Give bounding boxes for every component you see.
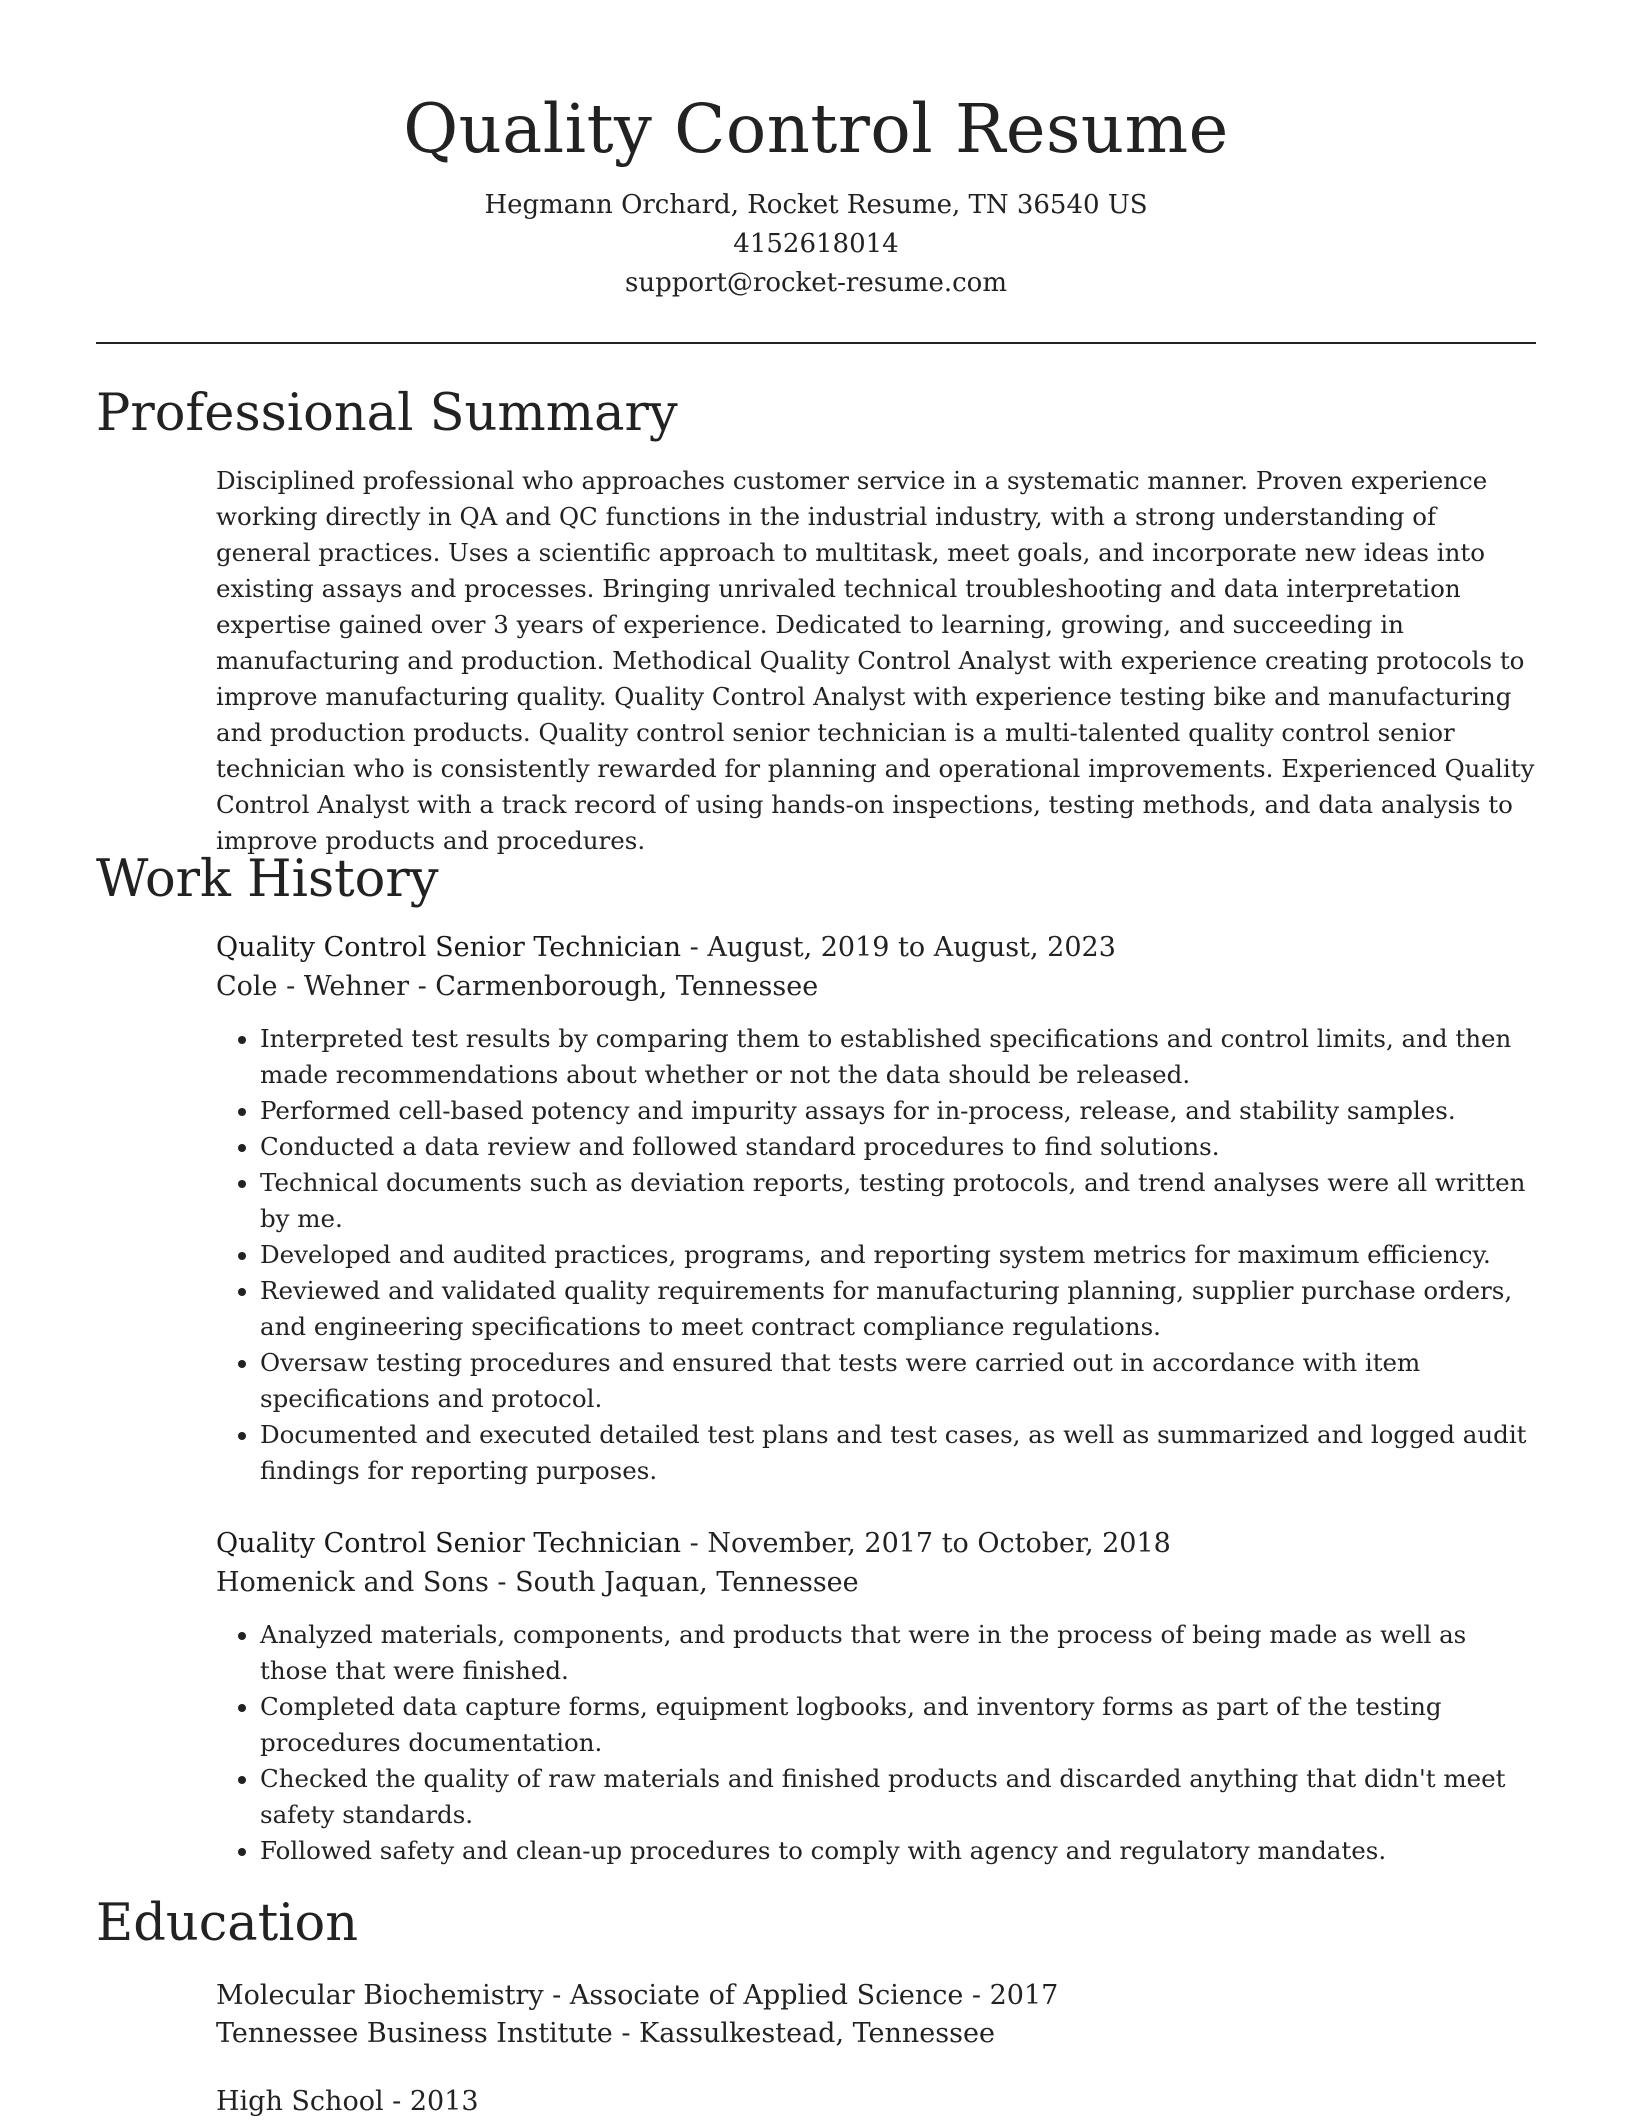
job-location: - South Jaquan, Tennessee xyxy=(488,1567,859,1598)
header-divider xyxy=(96,342,1536,344)
resume-header xyxy=(96,84,1536,303)
list-item: • Performed cell-based potency and impurity assays for in-process, release, and stability samples. xyxy=(260,1093,1538,1129)
contact-info xyxy=(96,186,1536,303)
summary-text: Disciplined professional who approaches customer service in a systematic manner. Proven experience working directly in QA and QC functions in the industrial industry, with a strong understanding of general practices. Uses a scientific approach to multitask, meet goals, and incorporate new ideas into existing assays and processes. Bringing unrivaled technical troubleshooting and data interpretation expertise gained over 3 years of experience. Dedicated to learning, growing, and succeeding in manufacturing and production. Methodical Quality Control Analyst with experience creating protocols to improve manufacturing quality. Quality Control Analyst with experience testing bike and manufacturing and production products. Quality control senior technician is a multi-talented quality control senior technician who is consistently rewarded for planning and operational improvements. Experienced Quality Control Analyst with a track record of using hands-on inspections, testing methods, and data analysis to improve products and procedures. xyxy=(216,466,1535,855)
section-heading-work: Work History xyxy=(96,850,439,909)
job-location: - Carmenborough, Tennessee xyxy=(409,971,819,1002)
list-item: • Completed data capture forms, equipment logbooks, and inventory forms as part of the testing procedures documentation. xyxy=(260,1689,1538,1761)
education-degree: Molecular Biochemistry - Associate of Applied Science xyxy=(216,1980,964,2011)
job-title: Quality Control Senior Technician xyxy=(216,932,682,963)
list-item: • Technical documents such as deviation reports, testing protocols, and trend analyses were all written by me. xyxy=(260,1165,1538,1237)
job-dates: - November, 2017 to October, 2018 xyxy=(681,1528,1171,1559)
list-item: • Analyzed materials, components, and products that were in the process of being made as well as those that were finished. xyxy=(260,1617,1538,1689)
list-item: • Reviewed and validated quality requirements for manufacturing planning, supplier purchase orders, and engineering specifications to meet contract compliance regulations. xyxy=(260,1273,1538,1345)
job-title-line xyxy=(216,928,1538,967)
resume-title: Quality Control Resume xyxy=(403,90,1229,168)
list-item: • Developed and audited practices, programs, and reporting system metrics for maximum efficiency. xyxy=(260,1237,1538,1273)
list-item: • Followed safety and clean-up procedures to comply with agency and regulatory mandates. xyxy=(260,1833,1538,1869)
job-entry xyxy=(216,928,1538,1489)
job-duties xyxy=(216,1617,1538,1869)
list-item: • Documented and executed detailed test plans and test cases, as well as summarized and logged audit findings for reporting purposes. xyxy=(260,1417,1538,1489)
list-item: • Conducted a data review and followed standard procedures to find solutions. xyxy=(260,1129,1538,1165)
education-entry xyxy=(216,2083,1538,2121)
education-location: - Kassulkestead, Tennessee xyxy=(612,2018,995,2049)
job-dates: - August, 2019 to August, 2023 xyxy=(681,932,1116,963)
education-school-line xyxy=(216,2015,1538,2053)
education-degree-line xyxy=(216,1977,1538,2015)
job-entry xyxy=(216,1524,1538,1869)
list-item: • Checked the quality of raw materials and finished products and discarded anything that didn't meet safety standards. xyxy=(260,1761,1538,1833)
job-title-line xyxy=(216,1524,1538,1563)
list-item: • Interpreted test results by comparing them to established specifications and control limits, and then made recommendations about whether or not the data should be released. xyxy=(260,1021,1538,1093)
list-item: • Oversaw testing procedures and ensured that tests were carried out in accordance with item specifications and protocol. xyxy=(260,1345,1538,1417)
education-year: - 2013 xyxy=(383,2086,479,2117)
education-degree-line xyxy=(216,2083,1538,2121)
job-company: Cole - Wehner xyxy=(216,971,410,1002)
job-company-line xyxy=(216,1563,1538,1602)
education-entry xyxy=(216,1977,1538,2053)
section-heading-summary: Professional Summary xyxy=(96,384,678,443)
section-heading-education: Education xyxy=(96,1894,359,1953)
education-school: Tennessee Business Institute xyxy=(216,2018,613,2049)
contact-address: Hegmann Orchard, Rocket Resume, TN 36540 US xyxy=(484,190,1148,220)
contact-phone: 4152618014 xyxy=(733,229,899,259)
job-company: Homenick and Sons xyxy=(216,1567,489,1598)
education-degree: High School xyxy=(216,2086,384,2117)
job-title: Quality Control Senior Technician xyxy=(216,1528,682,1559)
job-duties xyxy=(216,1021,1538,1489)
contact-email: support@rocket-resume.com xyxy=(624,268,1007,298)
job-company-line xyxy=(216,967,1538,1006)
education-year: - 2017 xyxy=(963,1980,1059,2011)
